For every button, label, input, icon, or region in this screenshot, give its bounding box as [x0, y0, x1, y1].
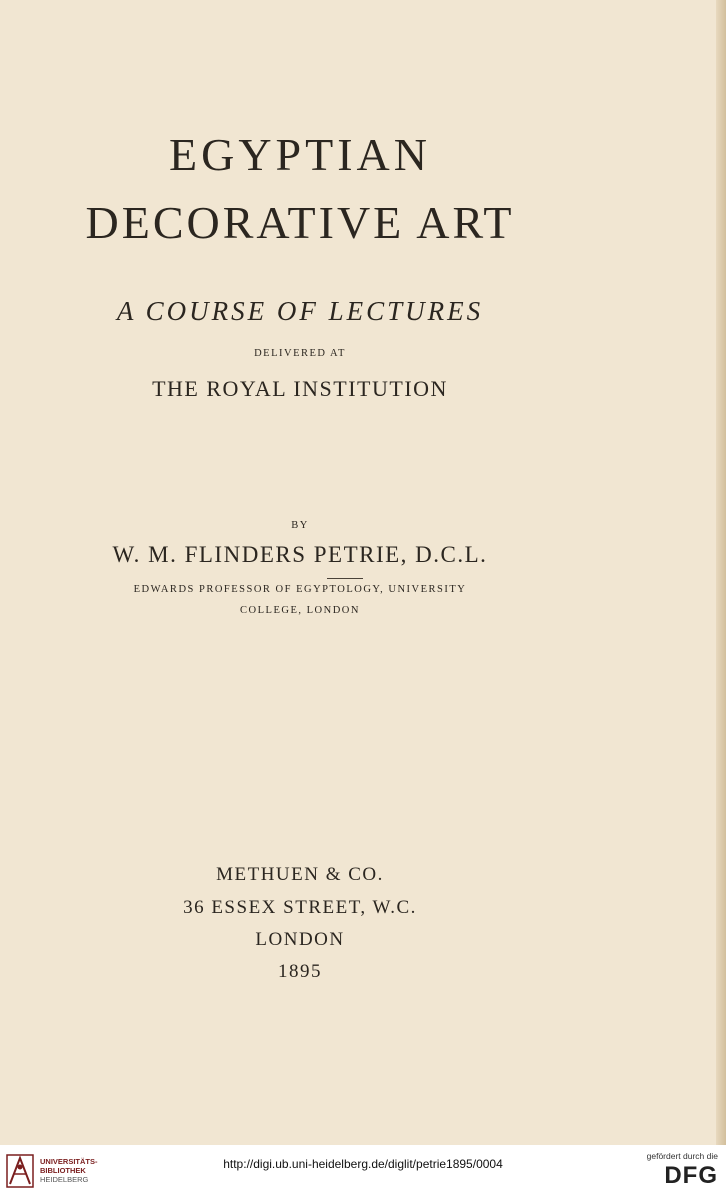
- publisher-city: LONDON: [255, 929, 345, 950]
- library-name-line-3: HEIDELBERG: [40, 1175, 89, 1184]
- publisher-name: METHUEN & CO.: [216, 864, 384, 885]
- library-name-line-1: UNIVERSITÄTS-: [40, 1157, 98, 1166]
- page-spine-shadow: [716, 0, 726, 1145]
- divider-rule: [327, 578, 363, 579]
- publication-year: 1895: [278, 961, 322, 982]
- book-title-line-1: EGYPTIAN: [169, 129, 431, 180]
- institution: THE ROYAL INSTITUTION: [152, 376, 448, 401]
- delivered-at: DELIVERED AT: [254, 348, 346, 359]
- digitization-footer: [0, 1145, 726, 1197]
- dfg-logo: DFG: [664, 1162, 718, 1189]
- author-affiliation-line-2: COLLEGE, LONDON: [240, 605, 360, 616]
- author-name: W. M. FLINDERS PETRIE, D.C.L.: [112, 542, 488, 567]
- author-affiliation-line-1: EDWARDS PROFESSOR OF EGYPTOLOGY, UNIVERSITY: [133, 584, 467, 595]
- by-label: BY: [291, 520, 309, 531]
- permalink-url[interactable]: http://digi.ub.uni-heidelberg.de/diglit/petrie1895/0004: [223, 1157, 503, 1171]
- funded-by-label: gefördert durch die: [646, 1151, 718, 1161]
- publisher-address: 36 ESSEX STREET, W.C.: [183, 897, 417, 918]
- book-subtitle: A COURSE OF LECTURES: [116, 296, 484, 326]
- book-title-line-2: DECORATIVE ART: [85, 197, 515, 248]
- library-name-line-2: BIBLIOTHEK: [40, 1166, 86, 1175]
